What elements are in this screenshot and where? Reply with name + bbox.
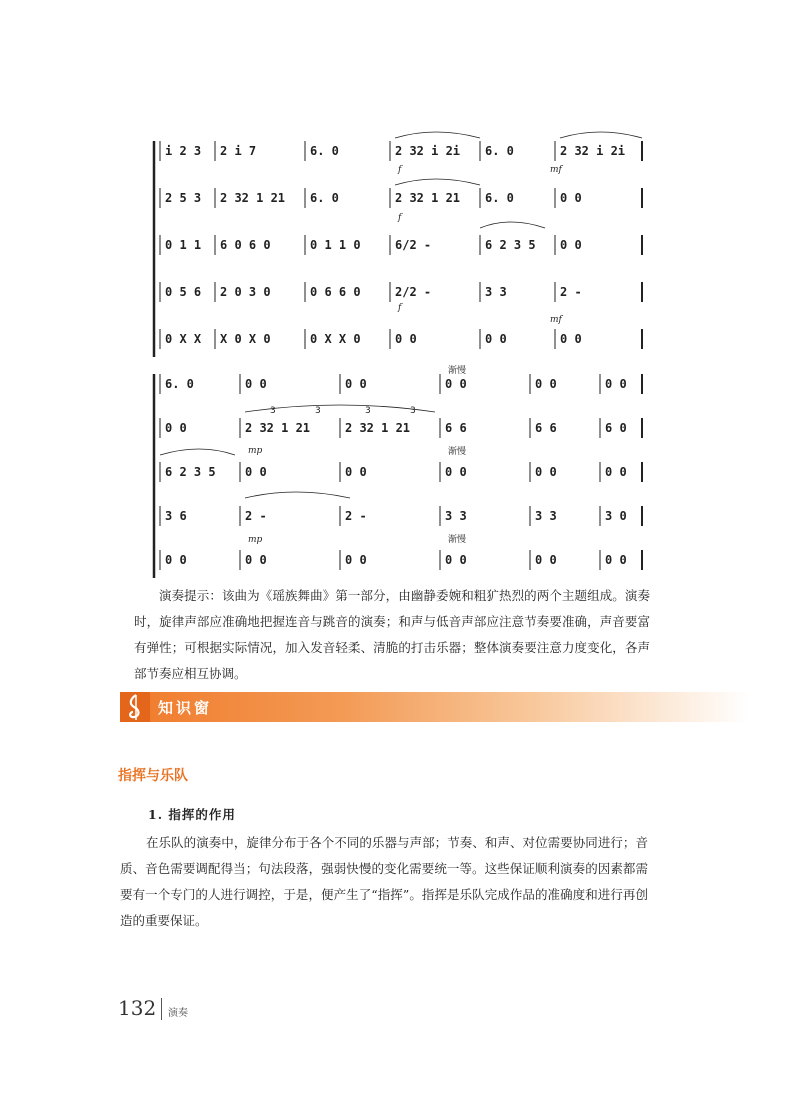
dynamic-mark: f (398, 213, 402, 223)
page-number: 132 (118, 996, 157, 1020)
system2-harmony-measure: 6 2 3 5 (165, 465, 216, 479)
triplet-mark: 3 (315, 406, 321, 416)
system1-bass-measure: 0 5 6 (165, 285, 202, 299)
system2-melody-2-measure: 2 32 1 21 (345, 421, 411, 435)
dynamic-mark: f (398, 165, 402, 175)
system2-harmony-measure: 0 0 (245, 465, 267, 479)
triplet-mark: 3 (270, 406, 276, 416)
slur (245, 492, 350, 498)
system1-melody-2-measure: 0 0 (560, 191, 582, 205)
system1-melody-1-measure: 2 i 7 (220, 144, 257, 158)
system2-bass-measure: 3 3 (535, 509, 557, 523)
system2-harmony-measure: 0 0 (605, 465, 627, 479)
system2-percussion-measure: 0 0 (345, 553, 367, 567)
dynamic-mark: f (398, 303, 402, 313)
system1-harmony-measure: 6/2 - (395, 238, 432, 252)
system1-bass-measure: 2 0 3 0 (220, 285, 271, 299)
footer-divider (161, 998, 162, 1020)
dynamic-mark: mp (248, 535, 263, 545)
system2-melody-1-measure: 0 0 (605, 377, 627, 391)
triplet-mark: 3 (410, 406, 416, 416)
dynamic-mark: mf (550, 165, 562, 175)
system1-melody-1-measure: 2 32 i 2i (560, 144, 626, 158)
triplet-mark: 3 (365, 406, 371, 416)
system2-harmony-measure: 0 0 (535, 465, 557, 479)
dynamic-mark: mp (248, 446, 263, 456)
system2-harmony-measure: 0 0 (445, 465, 467, 479)
system1-bass-measure: 2/2 - (395, 285, 432, 299)
system1-harmony-measure: 6 0 6 0 (220, 238, 271, 252)
system1-percussion-measure: 0 0 (560, 332, 582, 346)
system1-bass-measure: 3 3 (485, 285, 507, 299)
system2-percussion-measure: 0 0 (535, 553, 557, 567)
system1-melody-1-measure: 6. 0 (310, 144, 339, 158)
performance-tip: 演奏提示：该曲为《瑶族舞曲》第一部分，由幽静委婉和粗犷热烈的两个主题组成。演奏时，旋律声部应准确地把握连音与跳音的演奏；和声与低音声部应注意节奏要准确，声音要富有弹性；可根据实际情况，加入发音轻柔、清脆的打击乐器；整体演奏要注意力度变化，各声部节奏应相互协调。 (134, 588, 650, 681)
system2-melody-1-measure: 0 0 (535, 377, 557, 391)
system2-percussion-measure: 0 0 (165, 553, 187, 567)
system2-melody-2-measure: 6 6 (535, 421, 557, 435)
system2-bass-measure: 2 - (345, 509, 367, 523)
dynamic-mark: mf (550, 315, 562, 325)
knowledge-window-banner (120, 692, 750, 722)
system1-percussion-measure: 0 0 (395, 332, 417, 346)
system1-melody-1-measure: 2 32 i 2i (395, 144, 461, 158)
system1-harmony-measure: 6 2 3 5 (485, 238, 536, 252)
system1-percussion-measure: 0 0 (485, 332, 507, 346)
slur (395, 132, 480, 138)
tempo-mark: 渐慢 (448, 366, 467, 376)
system1-melody-2-measure: 2 32 1 21 (395, 191, 461, 205)
footer-section-label: 演奏 (168, 1008, 188, 1019)
system1-melody-2-measure: 6. 0 (310, 191, 339, 205)
system1-harmony-measure: 0 1 1 (165, 238, 202, 252)
slur (480, 222, 545, 228)
slur (160, 449, 235, 455)
system1-melody-2-measure: 6. 0 (485, 191, 514, 205)
system2-bass-measure: 3 6 (165, 509, 187, 523)
system2-melody-2-measure: 6 6 (445, 421, 467, 435)
system2-bass-measure: 3 0 (605, 509, 627, 523)
section-heading: 指挥与乐队 (118, 768, 188, 784)
system1-bass-measure: 2 - (560, 285, 582, 299)
system1-percussion-measure: 0 X X 0 (310, 332, 361, 346)
system2-bass-measure: 2 - (245, 509, 267, 523)
system2-percussion-measure: 0 0 (605, 553, 627, 567)
system1-harmony-measure: 0 0 (560, 238, 582, 252)
system1-percussion-measure: 0 X X (165, 332, 202, 346)
system2-melody-1-measure: 6. 0 (165, 377, 194, 391)
numbered-musical-score (150, 130, 650, 580)
slur (560, 132, 642, 138)
system2-melody-1-measure: 0 0 (445, 377, 467, 391)
slur (395, 179, 480, 185)
system1-melody-2-measure: 2 5 3 (165, 191, 202, 205)
sub-heading: 1. 指挥的作用 (148, 807, 236, 822)
system1-percussion-measure: X 0 X 0 (220, 332, 271, 346)
system2-melody-2-measure: 2 32 1 21 (245, 421, 311, 435)
body-paragraph: 在乐队的演奏中，旋律分布于各个不同的乐器与声部；节奏、和声、对位需要协同进行；音质、音色需要调配得当；句法段落，强弱快慢的变化需要统一等。这些保证顺利演奏的因素都需要有一个专门的人进行调控，于是，便产生了“指挥”。指挥是乐队完成作品的准确度和进行再创造的重要保证。 (120, 835, 648, 928)
system2-bass-measure: 3 3 (445, 509, 467, 523)
system1-melody-1-measure: 6. 0 (485, 144, 514, 158)
system2-percussion-measure: 0 0 (445, 553, 467, 567)
banner-title: 知识窗 (158, 699, 213, 717)
treble-clef-icon (120, 692, 150, 722)
system1-bass-measure: 0 6 6 0 (310, 285, 361, 299)
system1-harmony-measure: 0 1 1 0 (310, 238, 361, 252)
system2-melody-1-measure: 0 0 (345, 377, 367, 391)
system1-melody-2-measure: 2 32 1 21 (220, 191, 286, 205)
tempo-mark: 渐慢 (448, 447, 467, 457)
system2-melody-1-measure: 0 0 (245, 377, 267, 391)
system2-percussion-measure: 0 0 (245, 553, 267, 567)
system2-harmony-measure: 0 0 (345, 465, 367, 479)
system2-melody-2-measure: 0 0 (165, 421, 187, 435)
system1-melody-1-measure: i 2 3 (165, 144, 202, 158)
score-canvas (150, 130, 650, 580)
system2-melody-2-measure: 6 0 (605, 421, 627, 435)
tempo-mark: 渐慢 (448, 535, 467, 545)
